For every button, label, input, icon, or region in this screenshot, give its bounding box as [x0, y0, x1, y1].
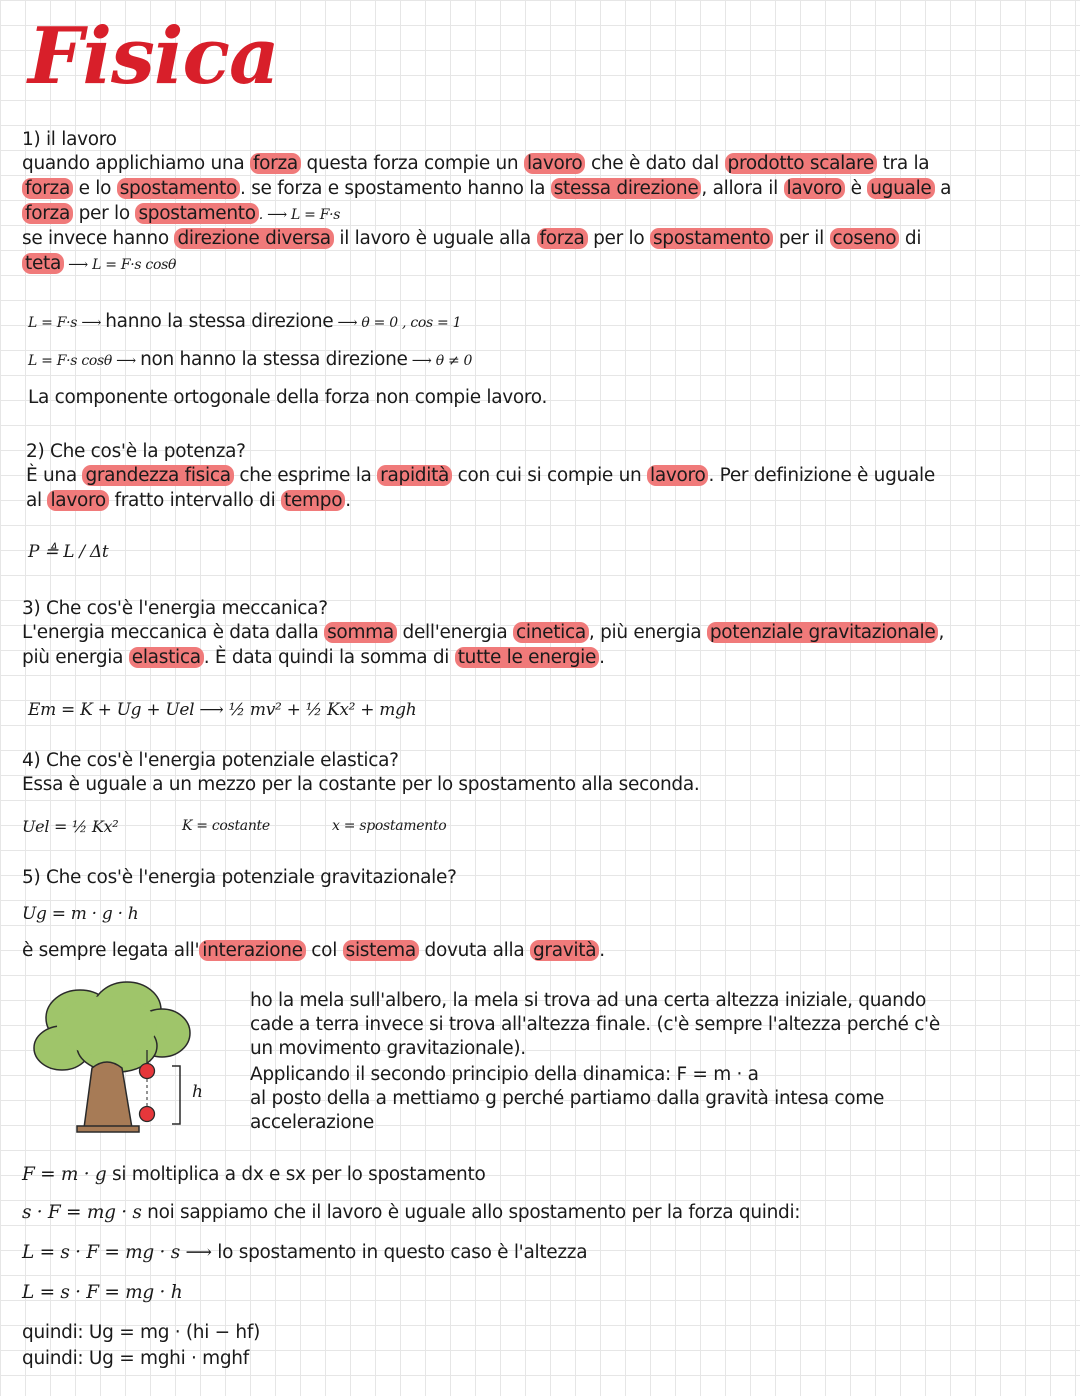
s4-line-1: Essa è uguale a un mezzo per la costante per lo spostamento alla seconda.: [22, 774, 700, 795]
s1-line-2: forza e lo spostamento . se forza e spostamento hanno la stessa direzione , allora il lavoro è uguale a: [22, 176, 951, 201]
s5-caption-6: accelerazione: [250, 1112, 374, 1133]
s5-caption-3: un movimento gravitazionale).: [250, 1038, 526, 1059]
apple-tree-illustration: [22, 978, 232, 1136]
s1-note: La componente ortogonale della forza non compie lavoro.: [28, 387, 548, 408]
s1-formula-2: L = F·s cosθ ⟶ non hanno la stessa direzione ⟶ θ ≠ 0: [28, 349, 473, 370]
s5-caption-4: Applicando il secondo principio della dinamica: F = m · a: [250, 1064, 759, 1085]
s1-line-1: quando applichiamo una forza questa forza compie un lavoro che è dato dal prodotto scalare tra la: [22, 153, 930, 174]
s2-heading: 2) Che cos'è la potenza?: [26, 441, 246, 462]
s5-line-1: è sempre legata all' interazione col sistema dovuta alla gravità .: [22, 940, 605, 961]
s1-line-5: teta ⟶ L = F·s cosθ: [22, 251, 176, 278]
s5-derivation-5: quindi: Ug = mg · (hi − hf): [22, 1322, 260, 1343]
s5-caption-1: ho la mela sull'albero, la mela si trova ad una certa altezza iniziale, quando: [250, 990, 927, 1011]
s5-heading: 5) Che cos'è l'energia potenziale gravitazionale?: [22, 867, 457, 888]
height-label: h: [192, 1082, 203, 1102]
s1-line-4: se invece hanno direzione diversa il lavoro è uguale alla forza per lo spostamento per il coseno di: [22, 228, 922, 249]
s2-formula: P ≜ L / Δt: [28, 542, 109, 562]
s1-formula-1: L = F·s ⟶ hanno la stessa direzione ⟶ θ = 0 , cos = 1: [28, 311, 462, 332]
height-bracket: [172, 1066, 180, 1124]
s5-derivation-4: L = s · F = mg · h: [22, 1282, 183, 1303]
s5-formula: Ug = m · g · h: [22, 904, 139, 924]
s5-derivation-6: quindi: Ug = mghi · mghf: [22, 1348, 249, 1369]
s5-derivation-3: L = s · F = mg · s ⟶ lo spostamento in questo caso è l'altezza: [22, 1242, 588, 1263]
s3-formula: Em = K + Ug + Uel ⟶ ½ mv² + ½ Kx² + mgh: [28, 700, 417, 720]
apple-on-tree: [140, 1064, 155, 1079]
s3-line-1: L'energia meccanica è data dalla somma dell'energia cinetica , più energia potenziale gravitazionale ,: [22, 622, 945, 643]
s4-formula: Uel = ½ Kx²: [22, 817, 119, 836]
page-title: Fisica: [28, 11, 279, 102]
s2-line-2: al lavoro fratto intervallo di tempo .: [26, 490, 351, 511]
s4-k-label: K = costante: [182, 818, 270, 834]
s3-line-2: più energia elastica . È data quindi la somma di tutte le energie .: [22, 647, 605, 668]
fallen-apple: [140, 1107, 155, 1122]
s5-caption-5: al posto della a mettiamo g perché partiamo dalla gravità intesa come: [250, 1088, 885, 1109]
s4-heading: 4) Che cos'è l'energia potenziale elastica?: [22, 750, 399, 771]
s1-heading: 1) il lavoro: [22, 129, 117, 150]
s5-caption-2: cade a terra invece si trova all'altezza finale. (c'è sempre l'altezza perché c'è: [250, 1014, 940, 1035]
s5-derivation-2: s · F = mg · s noi sappiamo che il lavoro è uguale allo spostamento per la forza quindi:: [22, 1202, 801, 1223]
s1-line-3: forza per lo spostamento . ⟶ L = F·s: [22, 201, 340, 228]
tree-canopy: [34, 982, 190, 1072]
s2-line-1: È una grandezza fisica che esprime la rapidità con cui si compie un lavoro . Per definizione è uguale: [26, 465, 935, 486]
s5-derivation-1: F = m · g si moltiplica a dx e sx per lo spostamento: [22, 1164, 486, 1185]
s3-heading: 3) Che cos'è l'energia meccanica?: [22, 598, 328, 619]
s4-x-label: x = spostamento: [332, 818, 447, 834]
